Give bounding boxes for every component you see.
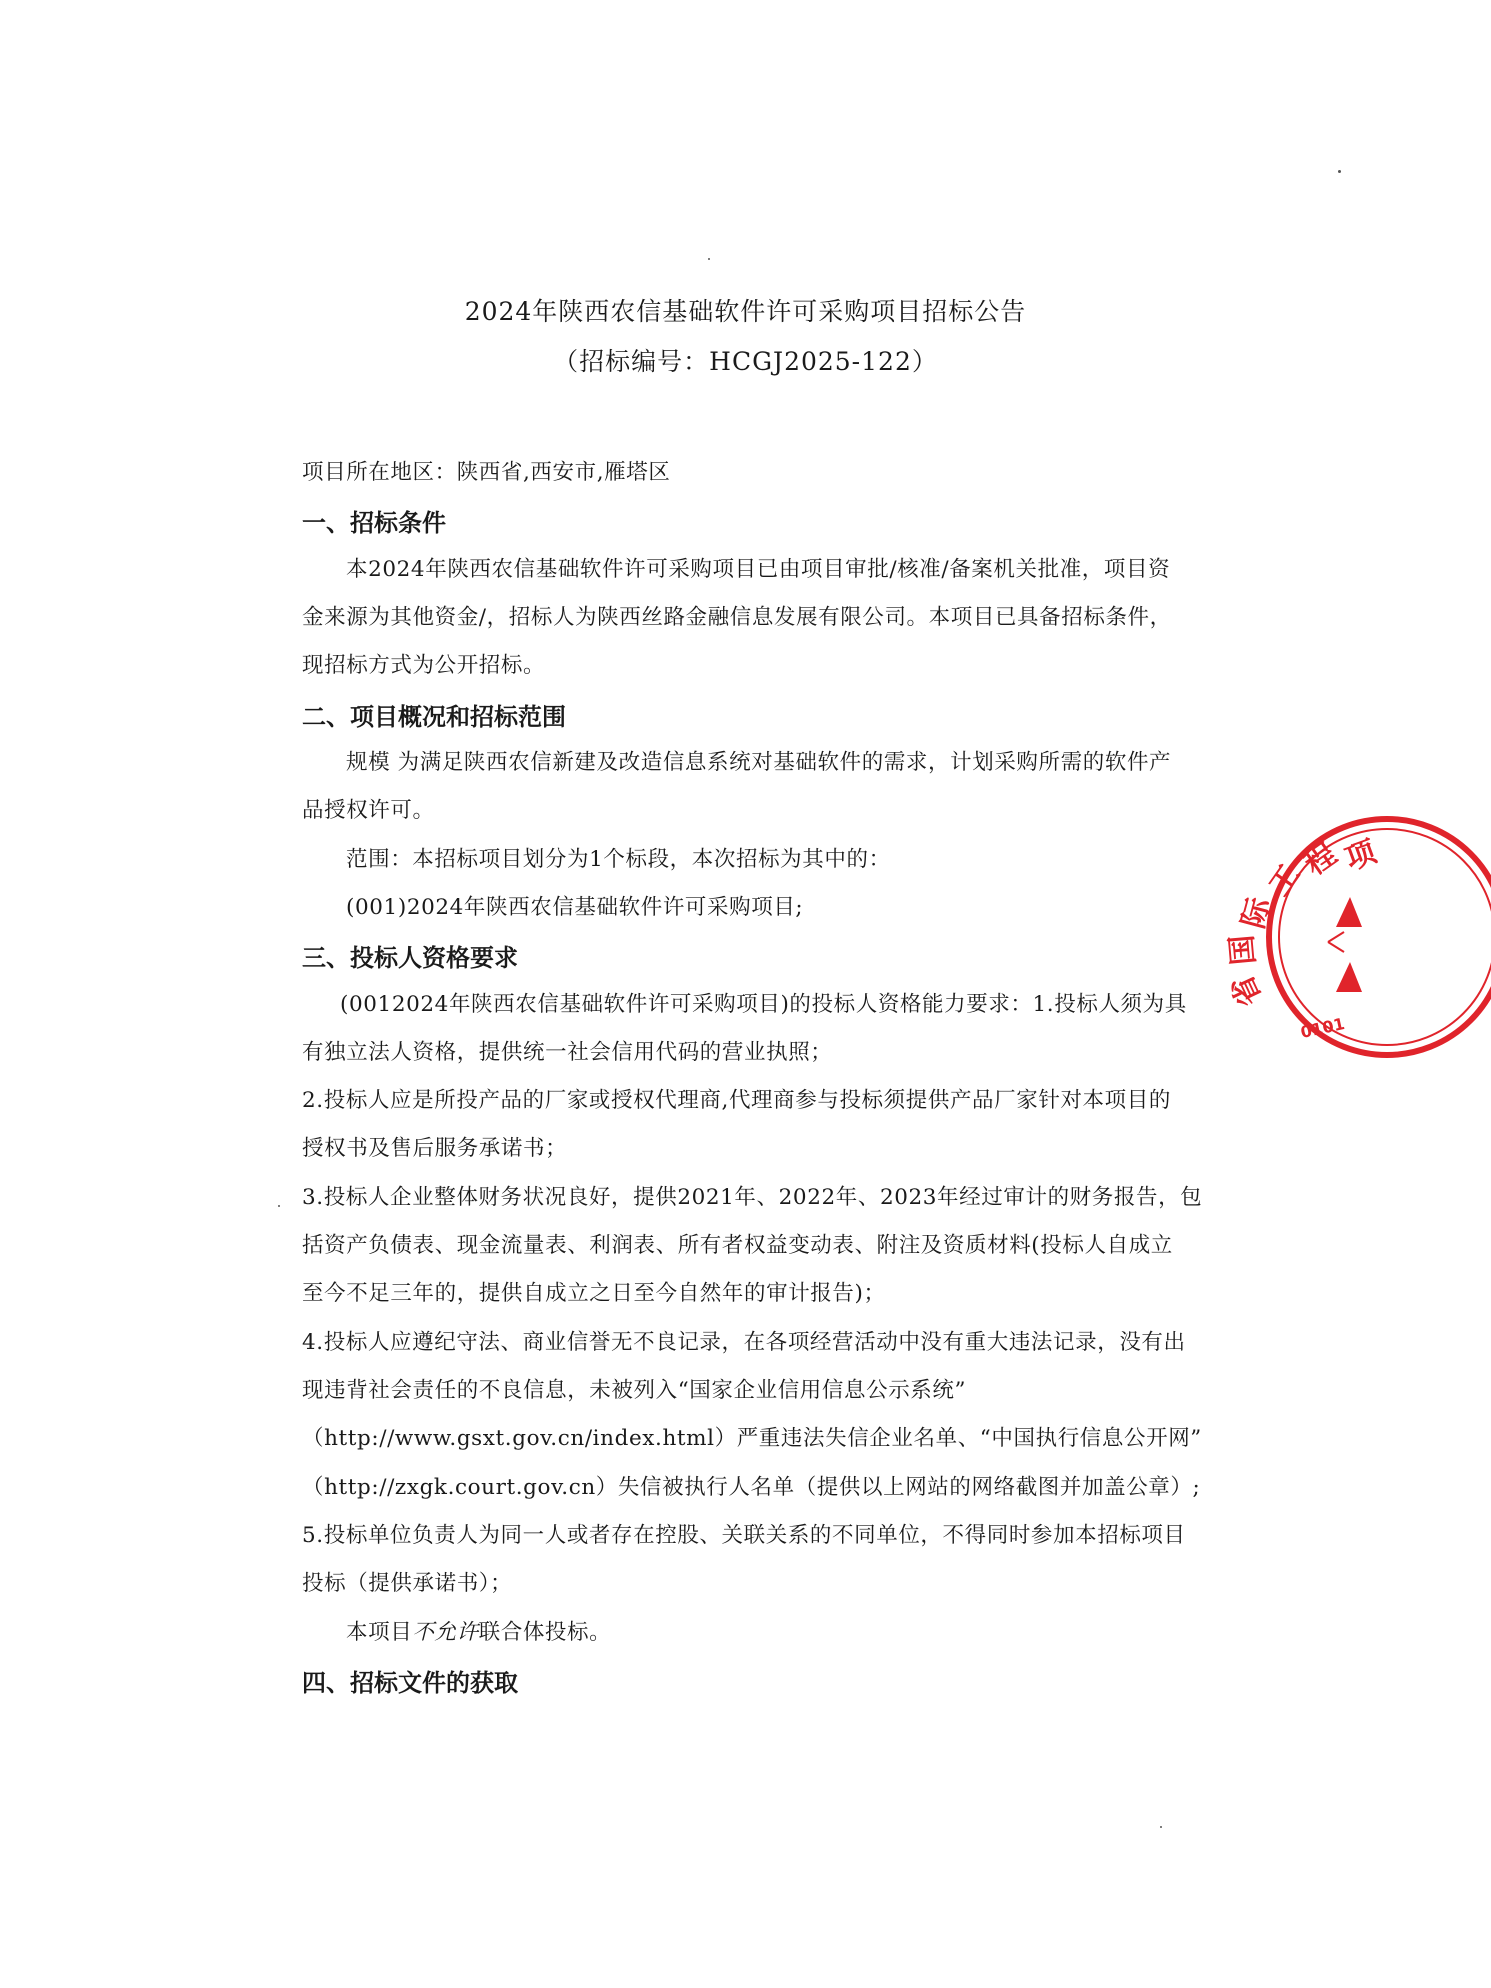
official-seal bbox=[1224, 812, 1381, 1062]
project-location: 项目所在地区：陕西省,西安市,雁塔区 bbox=[302, 460, 671, 485]
section-heading-2: 二、项目概况和招标范围 bbox=[302, 703, 566, 731]
s3-item3-line: 括资产负债表、现金流量表、利润表、所有者权益变动表、附注及资质材料(投标人自成立 bbox=[302, 1233, 1173, 1258]
s3-intro-line: 有独立法人资格，提供统一社会信用代码的营业执照； bbox=[302, 1040, 833, 1065]
s3-item4-line: 4.投标人应遵纪守法、商业信誉无不良记录，在各项经营活动中没有重大违法记录，没有出 bbox=[302, 1330, 1186, 1355]
s3-item3-line: 3.投标人企业整体财务状况良好，提供2021年、2022年、2023年经过审计的财务报告，包 bbox=[302, 1185, 1203, 1210]
section-heading-4: 四、招标文件的获取 bbox=[302, 1669, 518, 1697]
s2-scale-line: 规模 为满足陕西农信新建及改造信息系统对基础软件的需求，计划采购所需的软件产 bbox=[346, 750, 1172, 775]
s2-scale-line: 品授权许可。 bbox=[302, 798, 435, 823]
svg-text:际: 际 bbox=[1235, 894, 1278, 933]
section-heading-1: 一、招标条件 bbox=[302, 509, 446, 537]
s3-item2-line: 2.投标人应是所投产品的厂家或授权代理商,代理商参与投标须提供产品厂家针对本项目的 bbox=[302, 1088, 1171, 1113]
s2-range: 范围：本招标项目划分为1个标段，本次招标为其中的： bbox=[346, 847, 891, 872]
svg-text:0101: 0101 bbox=[1298, 1014, 1347, 1042]
svg-text:项: 项 bbox=[1340, 834, 1381, 878]
s1-paragraph-line: 本2024年陕西农信基础软件许可采购项目已由项目审批/核准/备案机关批准，项目资 bbox=[346, 557, 1171, 582]
s3-item4-line: （http://www.gsxt.gov.cn/index.html）严重违法失信企业名单、“中国执行信息公开网” bbox=[302, 1426, 1202, 1451]
document-title: 2024年陕西农信基础软件许可采购项目招标公告 bbox=[464, 297, 1027, 326]
s3-item2-line: 授权书及售后服务承诺书； bbox=[302, 1136, 568, 1161]
s3-consortium bbox=[346, 1615, 611, 1646]
s3-intro-line: (0012024年陕西农信基础软件许可采购项目)的投标人资格能力要求：1.投标人须为具 bbox=[340, 992, 1187, 1017]
svg-text:国: 国 bbox=[1224, 933, 1262, 967]
s2-lot: (001)2024年陕西农信基础软件许可采购项目; bbox=[346, 895, 804, 920]
s1-paragraph-line: 金来源为其他资金/，招标人为陕西丝路金融信息发展有限公司。本项目已具备招标条件， bbox=[302, 605, 1172, 630]
s3-item4-line: （http://zxgk.court.gov.cn）失信被执行人名单（提供以上网站的网络截图并加盖公章）; bbox=[302, 1475, 1201, 1500]
seal-graphic bbox=[1224, 812, 1381, 1062]
consortium-suffix: 联合体投标。 bbox=[478, 1620, 612, 1645]
scan-speck bbox=[1338, 170, 1341, 173]
consortium-prefix: 本项目 bbox=[346, 1620, 413, 1645]
s3-item3-line: 至今不足三年的，提供自成立之日至今自然年的审计报告)； bbox=[302, 1281, 886, 1306]
section-heading-3: 三、投标人资格要求 bbox=[302, 944, 518, 972]
s3-item4-line: 现违背社会责任的不良信息，未被列入“国家企业信用信息公示系统” bbox=[302, 1378, 967, 1403]
scan-speck bbox=[708, 258, 710, 260]
s3-item5-line: 投标（提供承诺书）； bbox=[302, 1571, 513, 1596]
svg-text:程: 程 bbox=[1298, 836, 1344, 883]
svg-text:工: 工 bbox=[1261, 857, 1308, 903]
scan-speck bbox=[278, 1205, 280, 1207]
scan-speck bbox=[1160, 1826, 1162, 1828]
svg-text:省: 省 bbox=[1224, 969, 1270, 1012]
s3-item5-line: 5.投标单位负责人为同一人或者存在控股、关联关系的不同单位，不得同时参加本招标项目 bbox=[302, 1523, 1186, 1548]
s1-paragraph-line: 现招标方式为公开招标。 bbox=[302, 653, 546, 678]
document-subtitle: （招标编号：HCGJ2025-122） bbox=[553, 347, 938, 376]
consortium-value: 不允许 bbox=[412, 1620, 479, 1645]
